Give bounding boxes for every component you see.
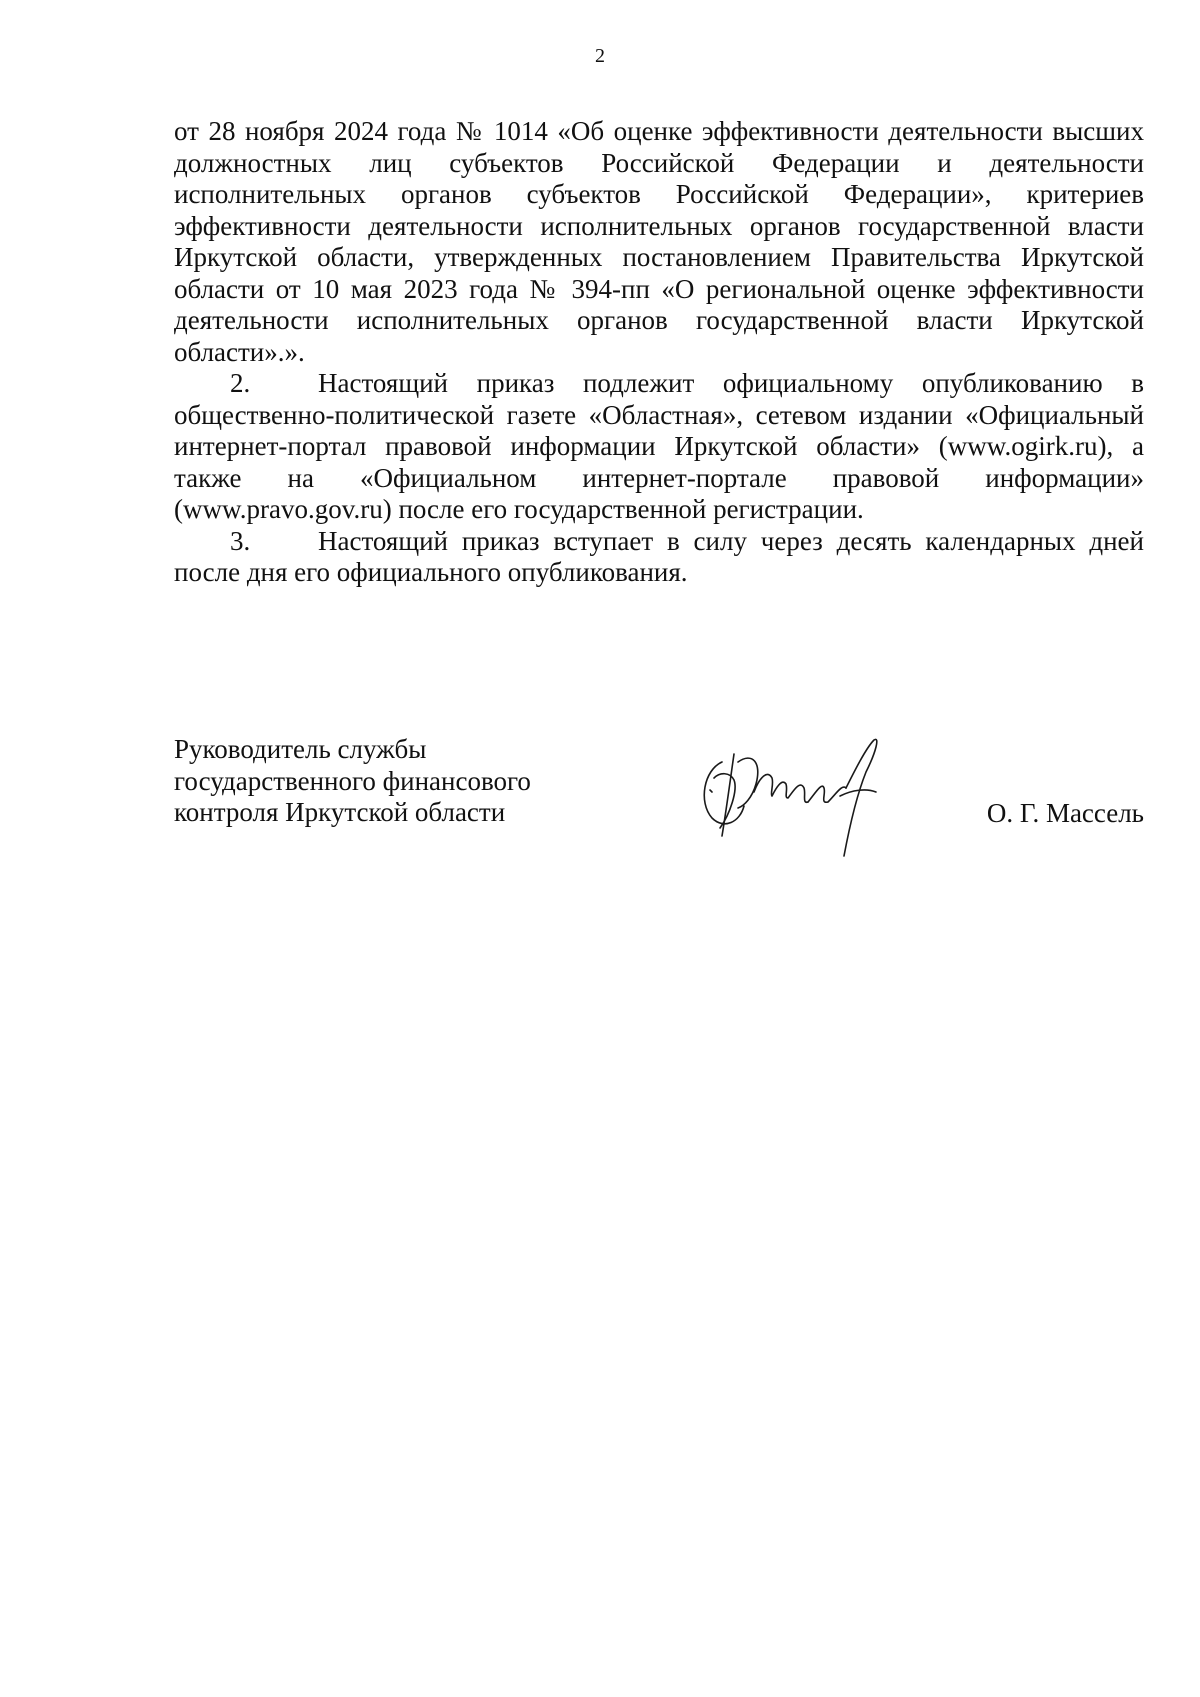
handwritten-signature [690,732,900,872]
item-text: Настоящий приказ подлежит официальному опубликованию в общественно-политической газете «Областная», сетевом издании «Официальный интернет-портал правовой информации Иркутской области» (www.ogirk.ru), а также на «Официальном интернет-портале правовой информации» (www.pravo.gov.ru) после его государственной регистрации. [174,368,1144,524]
item-number: 2. [230,368,251,398]
signer-position-line: контроля Иркутской области [174,797,506,827]
paragraph-item-2 [174,368,1144,526]
item-number: 3. [230,525,251,556]
signer-position [174,734,531,829]
signer-name: О. Г. Массель [986,798,1144,828]
item-text: Настоящий приказ вступает в силу через десять календарных дней после дня его официального опубликования. [174,525,1144,587]
page-number: 2 [595,45,605,67]
paragraph-item-3 [174,526,1144,589]
signer-position-line: государственного финансового [174,765,531,796]
paragraph-continuation: от 28 ноября 2024 года № 1014 «Об оценке эффективности деятельности высших должностных лиц субъектов Российской Федерации и деятельности исполнительных органов субъектов Российской Федерации», критериев эффективности деятельности исполнительных органов государственной власти Иркутской области, утвержденных постановлением Правительства Иркутской области от 10 мая 2023 года № 394-пп «О региональной оценке эффективности деятельности исполнительных органов государственной власти Иркутской области».». [174,116,1144,367]
document-body [174,116,1144,589]
signer-position-line: Руководитель службы [174,734,427,764]
